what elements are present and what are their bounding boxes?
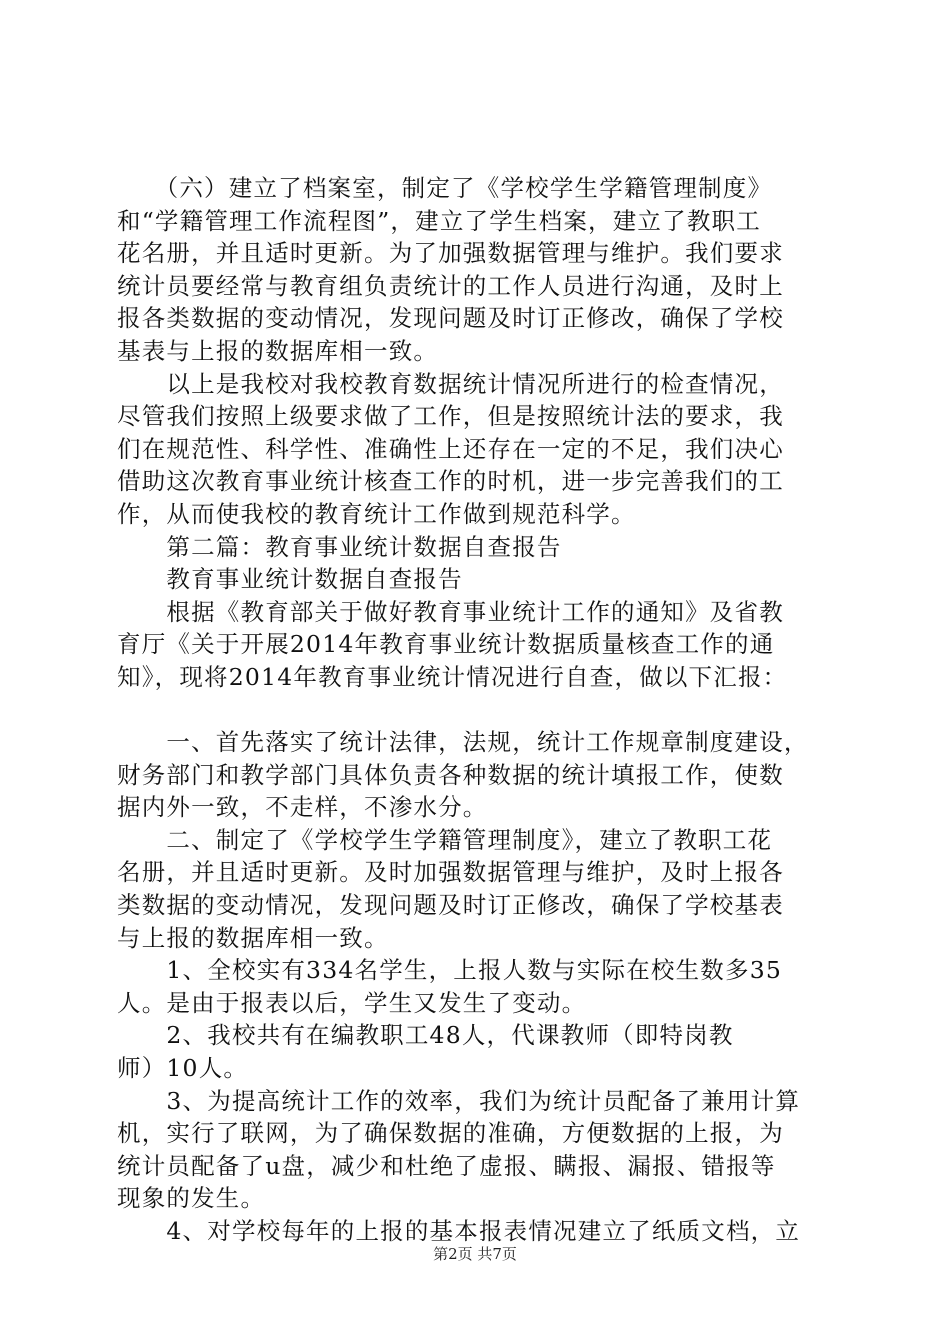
text-line: 1、全校实有334名学生，上报人数与实际在校生数多35 <box>117 956 783 985</box>
text-line: 一、首先落实了统计法律，法规，统计工作规章制度建设， <box>117 728 809 757</box>
page-footer <box>0 1244 950 1264</box>
page-number-label: 第2页 共7页 <box>433 1245 517 1263</box>
text-line: 统计员配备了u盘，减少和杜绝了虚报、瞒报、漏报、错报等 <box>117 1151 776 1180</box>
text-line: 花名册，并且适时更新。为了加强数据管理与维护。我们要求 <box>117 239 784 268</box>
text-line: 报各类数据的变动情况，发现问题及时订正修改，确保了学校 <box>117 304 784 333</box>
text-line: 根据《教育部关于做好教育事业统计工作的通知》及省教 <box>117 597 784 626</box>
text-line: 尽管我们按照上级要求做了工作，但是按照统计法的要求，我 <box>117 402 784 431</box>
text-line: 借助这次教育事业统计核查工作的时机，进一步完善我们的工 <box>117 467 784 496</box>
text-line: 和“学籍管理工作流程图”，建立了学生档案，建立了教职工 <box>117 206 761 235</box>
text-line: 以上是我校对我校教育数据统计情况所进行的检查情况， <box>117 369 784 398</box>
text-line: 二、制定了《学校学生学籍管理制度》，建立了教职工花 <box>117 825 773 854</box>
text-line: 名册，并且适时更新。及时加强数据管理与维护，及时上报各 <box>117 858 784 887</box>
text-line: 教育事业统计数据自查报告 <box>117 565 463 594</box>
text-line: 作，从而使我校的教育统计工作做到规范科学。 <box>117 499 636 528</box>
text-line: 第二篇：教育事业统计数据自查报告 <box>117 532 562 561</box>
text-line: 4、对学校每年的上报的基本报表情况建立了纸质文档，立 <box>117 1217 801 1245</box>
text-line: 现象的发生。 <box>117 1184 266 1213</box>
document-body <box>117 172 835 1248</box>
text-line: 与上报的数据库相一致。 <box>117 923 389 952</box>
text-line: 知》，现将2014年教育事业统计情况进行自查，做以下汇报： <box>117 662 788 691</box>
text-line: 们在规范性、科学性、准确性上还存在一定的不足，我们决心 <box>117 434 784 463</box>
text-line: 3、为提高统计工作的效率，我们为统计员配备了兼用计算 <box>117 1086 801 1115</box>
text-line: 育厅《关于开展2014年教育事业统计数据质量核查工作的通 <box>117 630 775 659</box>
text-line: 财务部门和教学部门具体负责各种数据的统计填报工作，使数 <box>117 760 784 789</box>
text-line: 2、我校共有在编教职工48人，代课教师（即特岗教 <box>117 1021 734 1050</box>
text-line: （六）建立了档案室，制定了《学校学生学籍管理制度》 <box>117 174 773 202</box>
text-line: 基表与上报的数据库相一致。 <box>117 336 439 365</box>
text-line: 据内外一致，不走样，不渗水分。 <box>117 793 488 822</box>
text-line: 人。是由于报表以后，学生又发生了变动。 <box>117 988 587 1017</box>
text-line: 统计员要经常与教育组负责统计的工作人员进行沟通，及时上 <box>117 271 784 300</box>
blank-line <box>117 694 835 727</box>
text-line: 类数据的变动情况，发现问题及时订正修改，确保了学校基表 <box>117 891 784 920</box>
text-line: 机，实行了联网，为了确保数据的准确，方便数据的上报，为 <box>117 1119 784 1148</box>
text-line: 师）10人。 <box>117 1054 249 1083</box>
